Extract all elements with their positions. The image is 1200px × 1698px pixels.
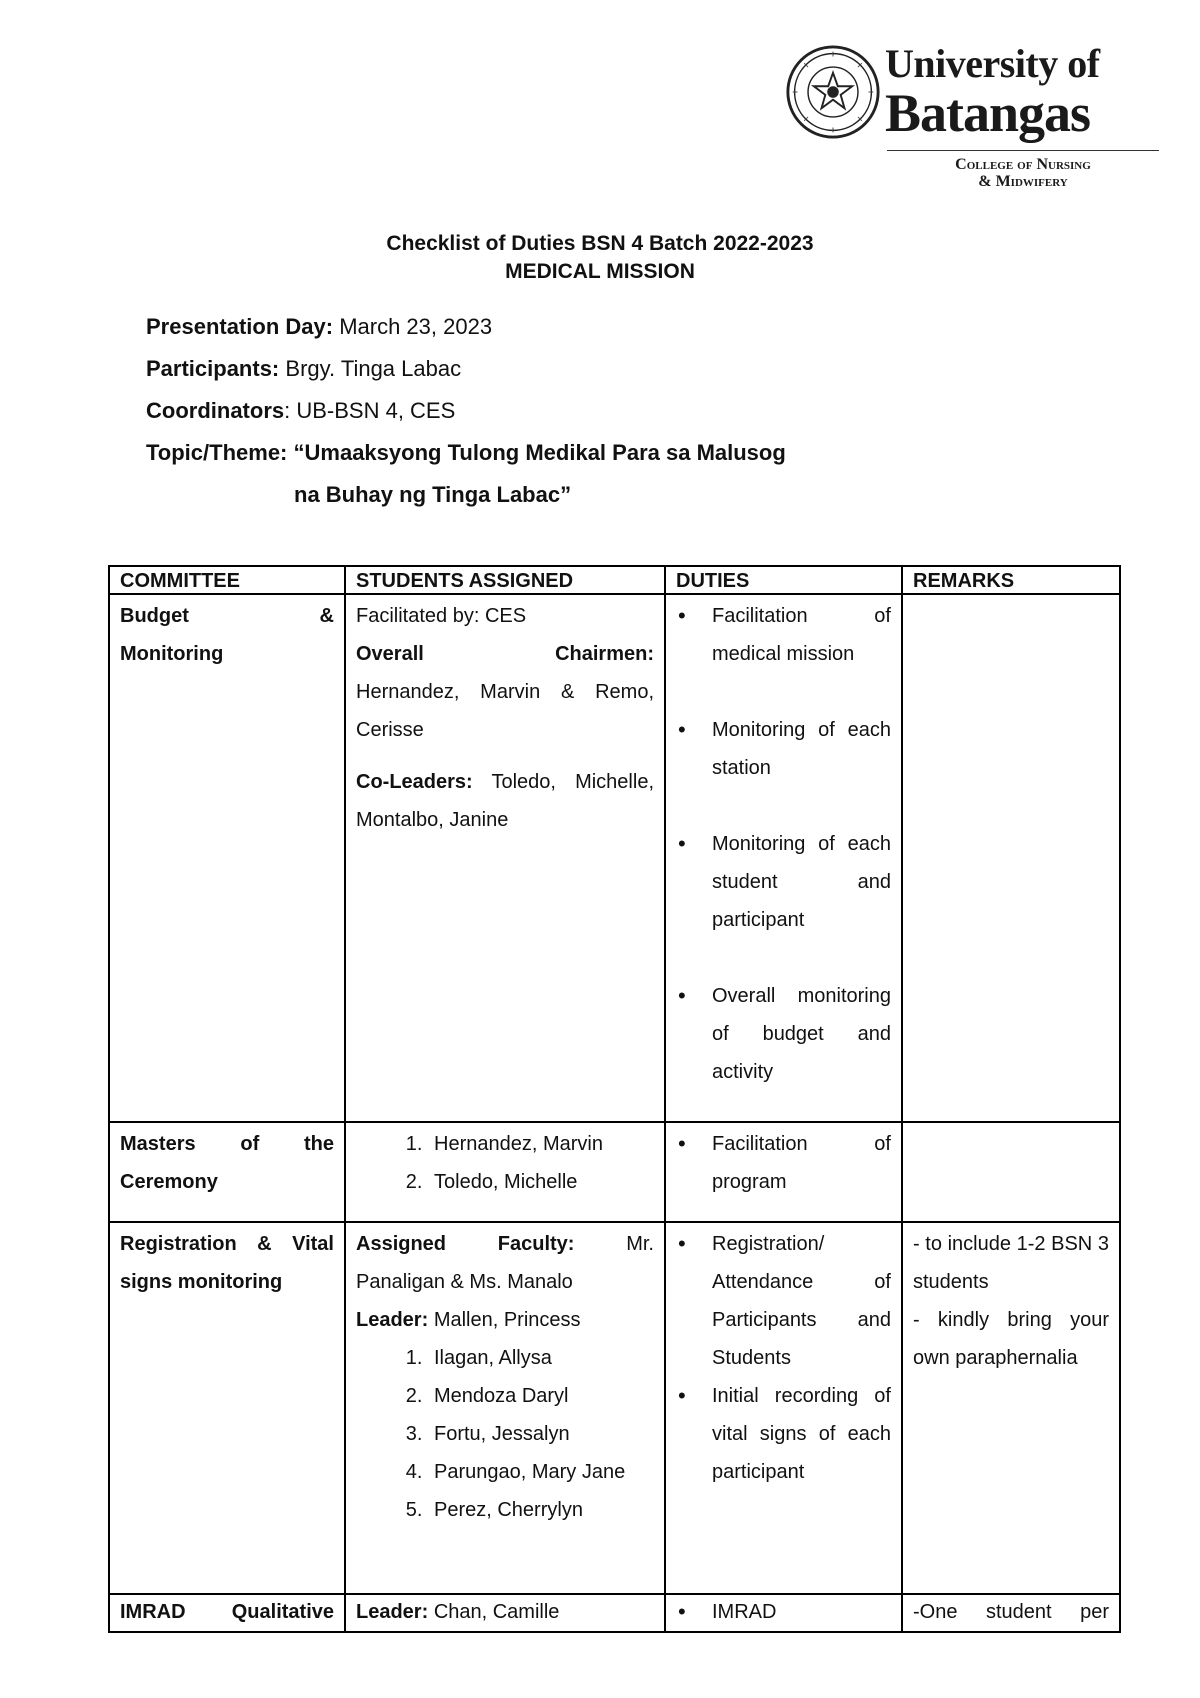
- duties-list: [676, 1597, 891, 1627]
- assigned-faculty: [356, 1225, 654, 1301]
- duties-list: [676, 1225, 891, 1491]
- duties-list: [676, 1125, 891, 1201]
- remark: - to include 1-2 BSN 3 students: [913, 1233, 1109, 1293]
- list-item: • Facilitation of medical mission: [712, 597, 891, 673]
- chair-label: [356, 635, 654, 673]
- participants: [146, 356, 461, 382]
- table-row: [109, 1122, 1120, 1222]
- leader-label: Leader:: [356, 1601, 429, 1623]
- topic-line1: “Umaaksyong Tulong Medikal Para sa Malusog: [293, 440, 786, 465]
- assigned-faculty-label: Assigned Faculty:: [356, 1233, 575, 1255]
- students-list: [356, 1339, 654, 1529]
- list-item: 5. Perez, Cherrylyn: [428, 1491, 654, 1529]
- table-row: [109, 1594, 1120, 1632]
- students-cell: [345, 594, 665, 1122]
- list-item: • Monitoring of each student and participant: [712, 825, 891, 939]
- co-leaders-names: Toledo, Michelle, Montalbo, Janine: [356, 771, 654, 831]
- list-item: • IMRAD: [712, 1597, 891, 1627]
- duties-table: [108, 565, 1121, 1633]
- duties-cell: [665, 1222, 902, 1594]
- facilitated-by: Facilitated by: CES: [356, 605, 527, 627]
- list-item: • Monitoring of each station: [712, 711, 891, 787]
- committee-cell: [109, 594, 345, 1122]
- chair-label-part: Chairmen:: [555, 643, 654, 665]
- students-cell: [345, 1122, 665, 1222]
- table-row: [109, 1222, 1120, 1594]
- committee-cell: Masters of the Ceremony: [109, 1122, 345, 1222]
- university-seal-icon: [785, 44, 881, 140]
- students-cell: [345, 1222, 665, 1594]
- leader: [356, 1301, 654, 1339]
- committee-name-part: &: [319, 605, 334, 627]
- college-name-line1: College of Nursing: [955, 156, 1091, 173]
- students-list: [356, 1125, 654, 1201]
- university-name-line2: Batangas: [885, 83, 1091, 143]
- header-duties: DUTIES: [665, 566, 902, 594]
- chair-label-part: Overall: [356, 643, 424, 665]
- list-item: • Facilitation of program: [712, 1125, 891, 1201]
- list-item: 1. Ilagan, Allysa: [428, 1339, 654, 1377]
- leader-name: Chan, Camille: [433, 1601, 560, 1623]
- remark: - kindly bring your own paraphernalia: [913, 1309, 1109, 1369]
- topic-label: Topic/Theme:: [146, 440, 288, 465]
- committee-cell: Registration & Vital signs monitoring: [109, 1222, 345, 1594]
- participants-value: Brgy. Tinga Labac: [285, 356, 462, 381]
- coordinators-label: Coordinators: [146, 398, 285, 423]
- presentation-day-value: March 23, 2023: [339, 314, 493, 339]
- presentation-day: [146, 314, 492, 340]
- committee-name-part: Monitoring: [120, 643, 224, 665]
- leader-name: Mallen, Princess: [433, 1309, 581, 1331]
- header-students-assigned: STUDENTS ASSIGNED: [345, 566, 665, 594]
- list-item: 4. Parungao, Mary Jane: [428, 1453, 654, 1491]
- topic-line2: na Buhay ng Tinga Labac”: [294, 482, 572, 507]
- leader-label: Leader:: [356, 1309, 429, 1331]
- list-item: 1. Hernandez, Marvin: [428, 1125, 654, 1163]
- list-item: 2. Toledo, Michelle: [428, 1163, 654, 1201]
- topic: [146, 440, 786, 466]
- list-item: 2. Mendoza Daryl: [428, 1377, 654, 1415]
- committee-name-part: Budget: [120, 605, 189, 627]
- document-title: Checklist of Duties BSN 4 Batch 2022-2023: [386, 232, 814, 255]
- coordinators: [146, 398, 455, 424]
- duties-list: [676, 597, 891, 1091]
- remarks-cell: [902, 1222, 1120, 1594]
- remarks-cell: [902, 594, 1120, 1122]
- header-committee: COMMITTEE: [109, 566, 345, 594]
- header-remarks: REMARKS: [902, 566, 1120, 594]
- table-row: [109, 594, 1120, 1122]
- document-subtitle: MEDICAL MISSION: [505, 260, 695, 283]
- university-name-line1: University of: [885, 41, 1100, 86]
- college-name: [895, 156, 1151, 190]
- list-item: • Overall monitoring of budget and activity: [712, 977, 891, 1091]
- logo-divider: [887, 150, 1159, 151]
- remarks-cell: -One student per: [902, 1594, 1120, 1632]
- duties-cell: [665, 1594, 902, 1632]
- co-leaders-label: Co-Leaders:: [356, 771, 473, 793]
- students-cell: [345, 1594, 665, 1632]
- duties-cell: [665, 1122, 902, 1222]
- duties-cell: [665, 594, 902, 1122]
- list-item: • Registration/ Attendance of Participants and Students: [712, 1225, 891, 1377]
- chair-names: Hernandez, Marvin & Remo, Cerisse: [356, 681, 654, 741]
- college-name-line2: & Midwifery: [978, 173, 1068, 190]
- remarks-cell: [902, 1122, 1120, 1222]
- committee-cell: IMRAD Qualitative: [109, 1594, 345, 1632]
- co-leaders: [356, 763, 654, 839]
- assigned-faculty-names: Mr. Panaligan & Ms. Manalo: [356, 1233, 654, 1293]
- participants-label: Participants:: [146, 356, 280, 381]
- table-header-row: [109, 566, 1120, 594]
- list-item: 3. Fortu, Jessalyn: [428, 1415, 654, 1453]
- university-logo: [785, 40, 1165, 190]
- coordinators-value: : UB-BSN 4, CES: [284, 398, 456, 423]
- presentation-day-label: Presentation Day:: [146, 314, 334, 339]
- list-item: • Initial recording of vital signs of each participant: [712, 1377, 891, 1491]
